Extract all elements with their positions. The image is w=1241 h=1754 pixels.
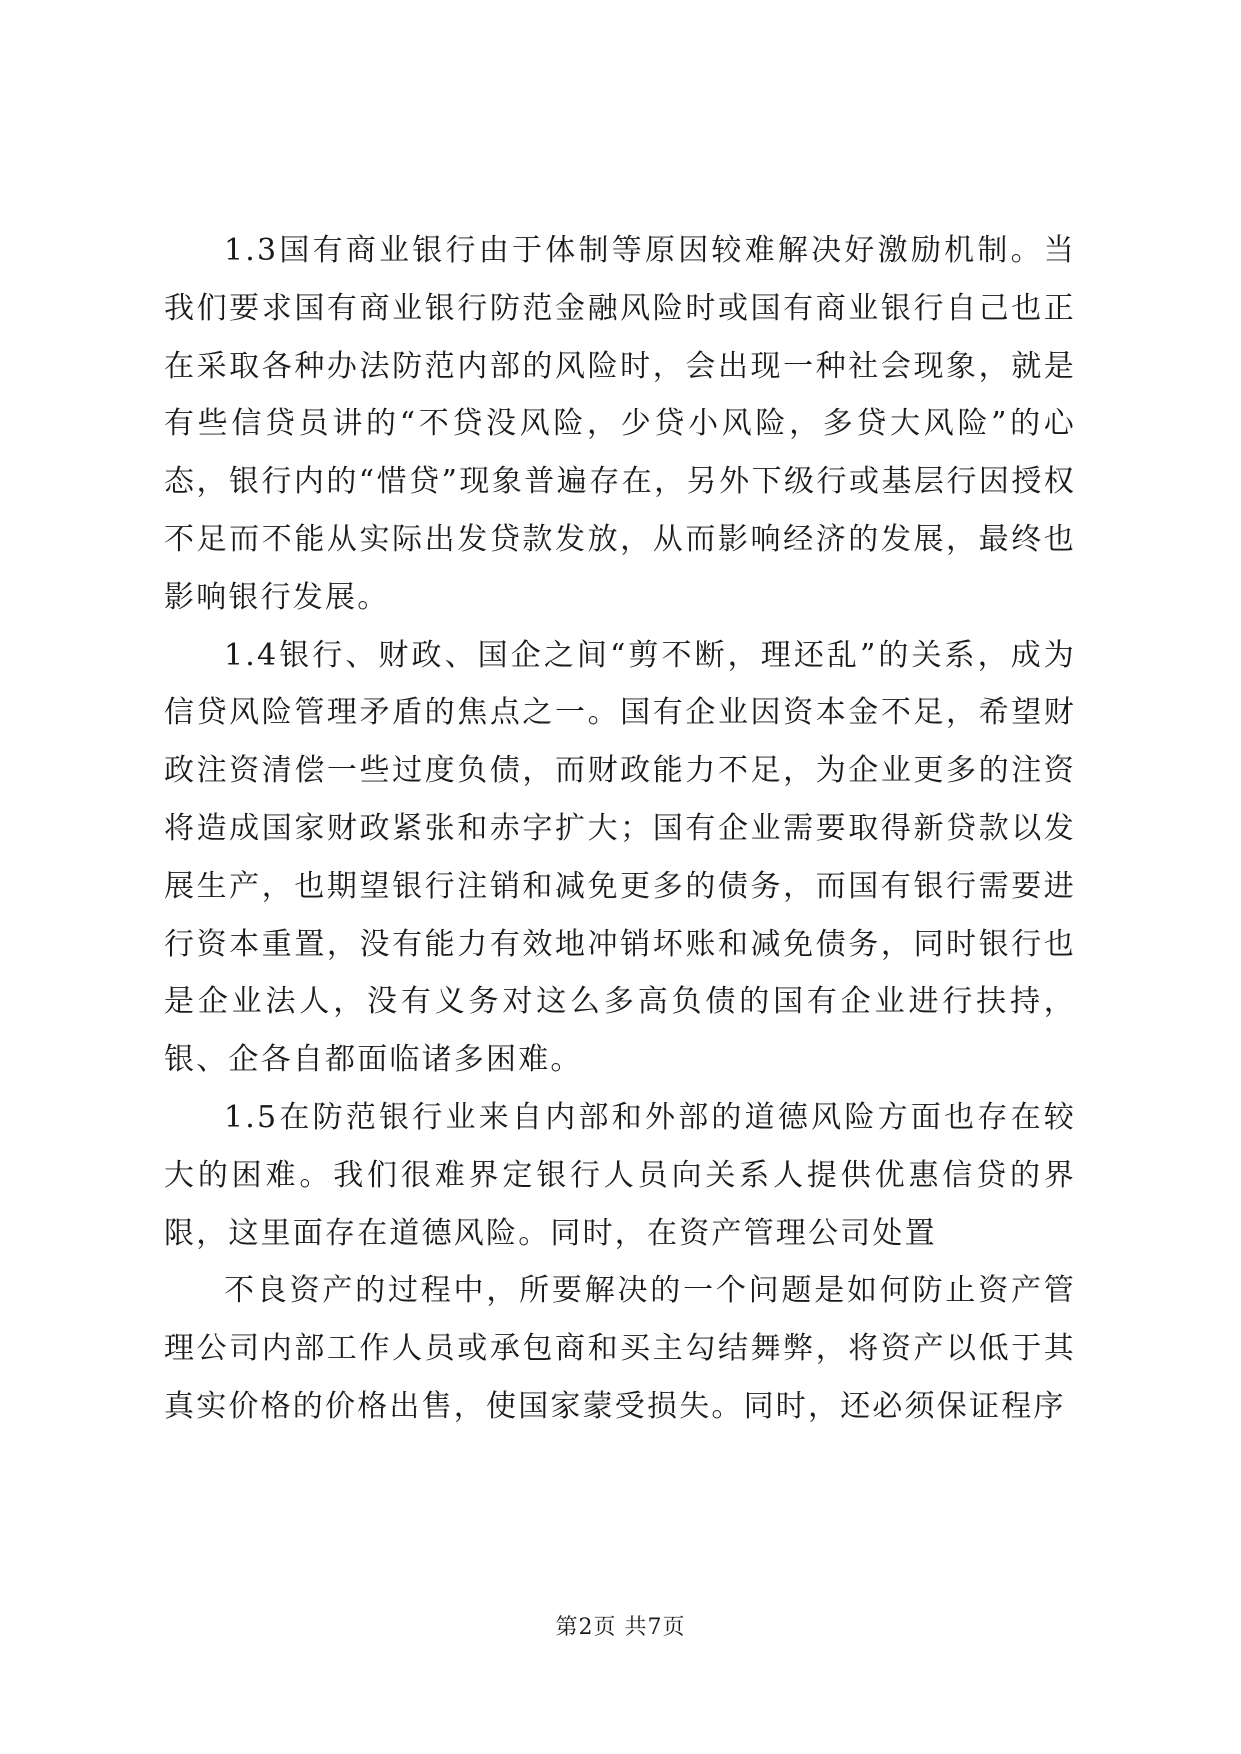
paragraph-continuation: 不良资产的过程中，所要解决的一个问题是如何防止资产管理公司内部工作人员或承包商和买主勾结舞弊，将资产以低于其真实价格的价格出售，使国家蒙受损失。同时，还必须保证程序 (164, 1273, 1076, 1424)
page-number-footer: 第2页 共7页 (555, 1615, 686, 1640)
paragraph-1-4: 1.4银行、财政、国企之间“剪不断，理还乱”的关系，成为信贷风险管理矛盾的焦点之一。国有企业因资本金不足，希望财政注资清偿一些过度负债，而财政能力不足，为企业更多的注资将造成国家财政紧张和赤字扩大；国有企业需要取得新贷款以发展生产，也期望银行注销和减免更多的债务，而国有银行需要进行资本重置，没有能力有效地冲销坏账和减免债务，同时银行也是企业法人，没有义务对这么多高负债的国有企业进行扶持，银、企各自都面临诸多困难。 (164, 637, 1076, 1078)
document-body (164, 222, 1076, 1436)
paragraph-1-3: 1.3国有商业银行由于体制等原因较难解决好激励机制。当我们要求国有商业银行防范金融风险时或国有商业银行自己也正在采取各种办法防范内部的风险时，会出现一种社会现象，就是有些信贷员讲的“不贷没风险，少贷小风险，多贷大风险”的心态，银行内的“惜贷”现象普遍存在，另外下级行或基层行因授权不足而不能从实际出发贷款发放，从而影响经济的发展，最终也影响银行发展。 (164, 233, 1076, 615)
paragraph-1-5: 1.5在防范银行业来自内部和外部的道德风险方面也存在较大的困难。我们很难界定银行人员向关系人提供优惠信贷的界限，这里面存在道德风险。同时，在资产管理公司处置 (164, 1099, 1076, 1251)
